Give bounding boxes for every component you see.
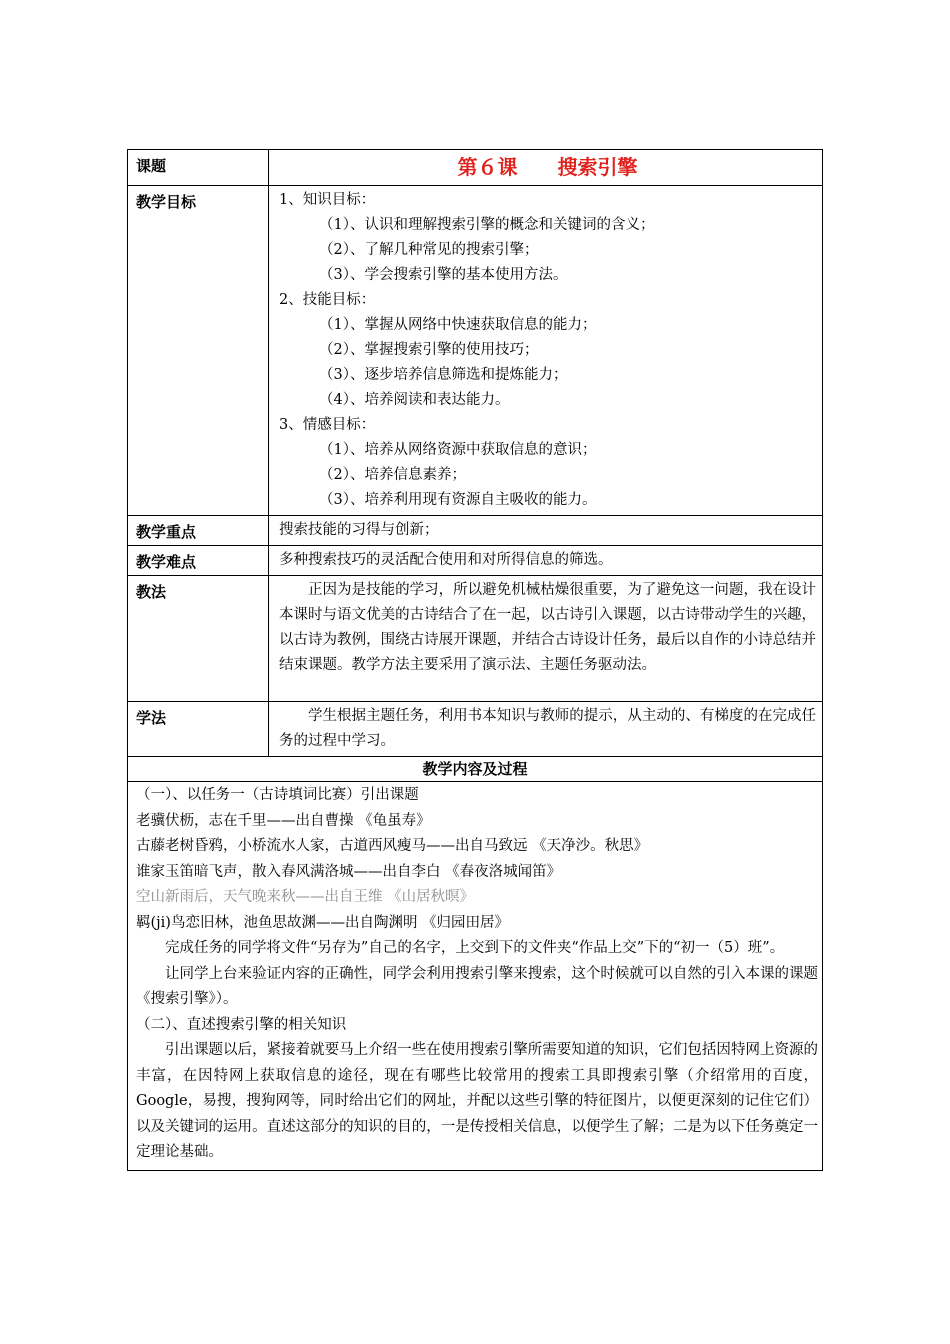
row-objectives bbox=[128, 186, 823, 516]
objective-line: （2）、掌握搜索引擎的使用技巧； bbox=[319, 342, 539, 358]
process-cell bbox=[128, 782, 823, 1171]
objective-line: （1）、掌握从网络中快速获取信息的能力； bbox=[319, 317, 597, 333]
objective-line: 1、知识目标： bbox=[279, 192, 376, 208]
objective-line: （1）、认识和理解搜索引擎的概念和关键词的含义； bbox=[319, 217, 655, 233]
row-process-heading bbox=[128, 757, 823, 782]
objective-line: （1）、培养从网络资源中获取信息的意识； bbox=[319, 442, 597, 458]
objective-line: （2）、培养信息素养； bbox=[319, 467, 466, 483]
poem-line: 老骥伏枥，志在千里——出自曹操 《龟虽寿》 bbox=[136, 812, 431, 829]
lesson-name: 搜索引擎 bbox=[557, 155, 638, 179]
difficulties-label: 教学难点 bbox=[128, 546, 269, 576]
difficulties-text: 多种搜索技巧的灵活配合使用和对所得信息的筛选。 bbox=[269, 546, 823, 576]
process-heading-cell bbox=[128, 757, 823, 782]
key-points-text: 搜索技能的习得与创新； bbox=[269, 516, 823, 546]
poem-line: 羁(ji)鸟恋旧林，池鱼思故渊——出自陶渊明 《归园田居》 bbox=[136, 914, 510, 931]
topic-cell bbox=[269, 150, 823, 186]
poem-line: 古藤老树昏鸦，小桥流水人家，古道西风瘦马——出自马致远 《天净沙。秋思》 bbox=[136, 838, 649, 854]
method-text: 正因为是技能的学习，所以避免机械枯燥很重要，为了避免这一问题，我在设计本课时与语文优美的古诗结合了在一起，以古诗引入课题，以古诗带动学生的兴趣，以古诗为教例，围绕古诗展开课题，并结合古诗设计任务，最后以自作的小诗总结并结束课题。教学方法主要采用了演示法、主题任务驱动法。 bbox=[279, 582, 816, 673]
lesson-title bbox=[279, 152, 816, 182]
objectives-cell bbox=[269, 186, 823, 516]
study-text: 学生根据主题任务，利用书本知识与教师的提示，从主动的、有梯度的在完成任务的过程中学习。 bbox=[279, 708, 816, 749]
row-process bbox=[128, 782, 823, 1171]
lesson-plan-table bbox=[127, 149, 823, 1171]
lesson-number: 第６课 bbox=[457, 155, 518, 179]
process-paragraph: 完成任务的同学将文件“另存为”自己的名字，上交到下的文件夹“作品上交”下的“初一（5）班”。 bbox=[165, 940, 785, 956]
objective-line: 3、情感目标： bbox=[279, 417, 376, 433]
objective-line: （4）、培养阅读和表达能力。 bbox=[319, 392, 510, 408]
study-label: 学法 bbox=[128, 702, 269, 757]
objective-line: （2）、了解几种常见的搜索引擎； bbox=[319, 242, 539, 258]
row-difficulties bbox=[128, 546, 823, 576]
process-heading: 教学内容及过程 bbox=[422, 760, 528, 778]
method-cell bbox=[269, 576, 823, 702]
study-cell bbox=[269, 702, 823, 757]
process-paragraph: 引出课题以后，紧接着就要马上介绍一些在使用搜索引擎所需要知道的知识，它们包括因特网上资源的丰富，在因特网上获取信息的途径，现在有哪些比较常用的搜索工具即搜索引擎（介绍常用的百度，Google，易搜，搜狗网等，同时给出它们的网址，并配以这些引擎的特征图片，以便更深刻的记住它们）以及关键词的运用。直述这部分的知识的目的，一是传授相关信息，以便学生了解；二是为以下任务奠定一定理论基础。 bbox=[136, 1042, 818, 1160]
row-topic bbox=[128, 150, 823, 186]
row-study bbox=[128, 702, 823, 757]
objective-line: 2、技能目标： bbox=[279, 292, 376, 308]
part2-title: （二）、直述搜索引擎的相关知识 bbox=[136, 1016, 347, 1033]
objective-line: （3）、逐步培养信息筛选和提炼能力； bbox=[319, 367, 568, 383]
key-points-label: 教学重点 bbox=[128, 516, 269, 546]
row-key-points bbox=[128, 516, 823, 546]
method-label: 教法 bbox=[128, 576, 269, 702]
poem-line: 空山新雨后，天气晚来秋——出自王维 《山居秋暝》 bbox=[136, 889, 475, 905]
objective-line: （3）、学会搜索引擎的基本使用方法。 bbox=[319, 267, 568, 283]
part1-title: （一）、以任务一（古诗填词比赛）引出课题 bbox=[136, 787, 419, 803]
objective-line: （3）、培养利用现有资源自主吸收的能力。 bbox=[319, 492, 597, 508]
topic-label: 课题 bbox=[128, 150, 269, 186]
objectives-label: 教学目标 bbox=[128, 186, 269, 516]
row-method bbox=[128, 576, 823, 702]
poem-line: 谁家玉笛暗飞声，散入春风满洛城——出自李白 《春夜洛城闻笛》 bbox=[136, 863, 562, 880]
process-paragraph: 让同学上台来验证内容的正确性，同学会利用搜索引擎来搜索，这个时候就可以自然的引入本课的课题《搜索引擎》）。 bbox=[136, 965, 818, 1007]
